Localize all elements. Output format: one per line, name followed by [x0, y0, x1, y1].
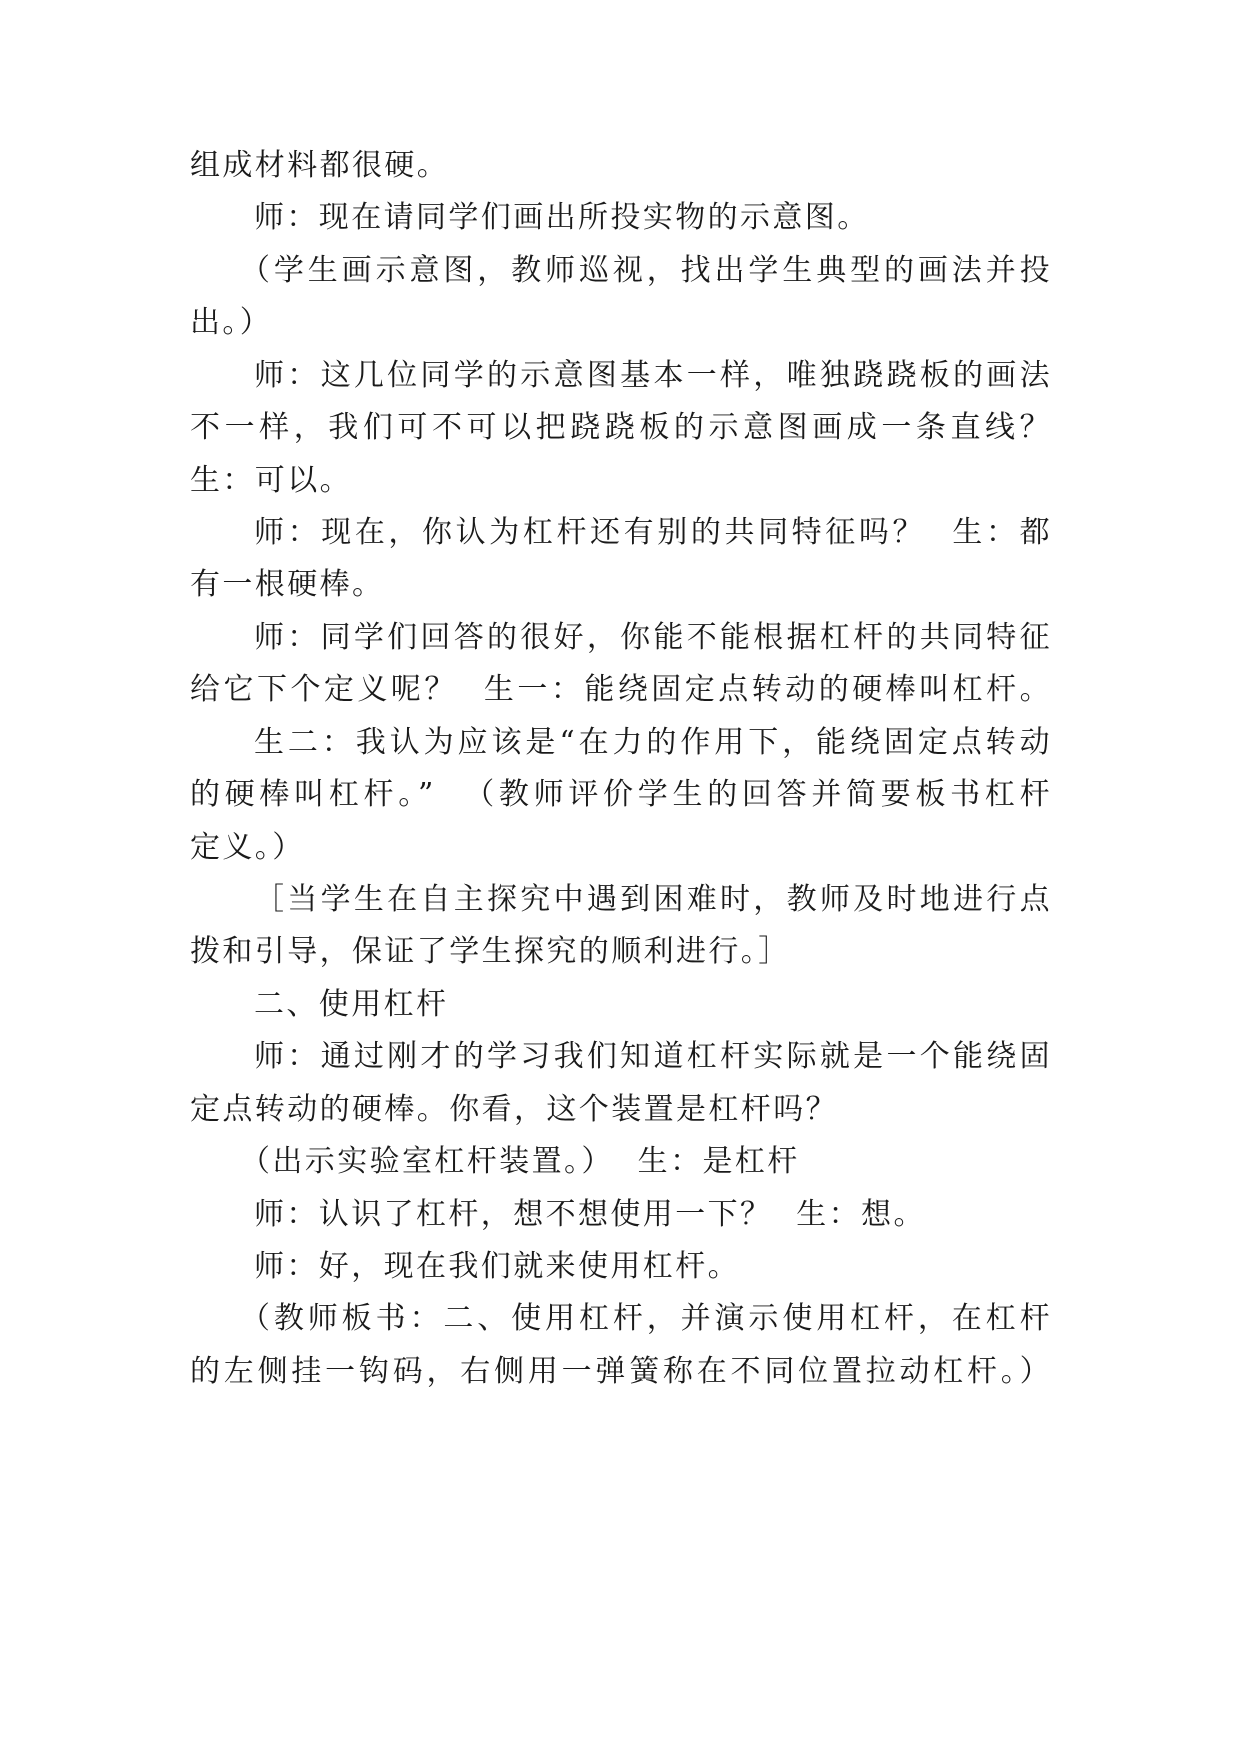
text-line: 的左侧挂一钩码，右侧用一弹簧称在不同位置拉动杠杆。） [190, 1354, 1052, 1389]
text-line: 有一根硬棒。 [190, 567, 385, 602]
text-line: 师：好，现在我们就来使用杠杆。 [254, 1249, 740, 1284]
text-line: 的硬棒叫杠杆。” （教师评价学生的回答并简要板书杠杆 [190, 777, 1052, 812]
text-line: 出。） [190, 305, 273, 340]
text-line: 定点转动的硬棒。你看，这个装置是杠杆吗？ [190, 1092, 838, 1127]
section-heading: 二、使用杠杆 [254, 987, 449, 1022]
text-line: 组成材料都很硬。 [190, 148, 450, 183]
text-line: （教师板书：二、使用杠杆，并演示使用杠杆，在杠杆 [240, 1301, 1052, 1336]
text-line: 给它下个定义呢？ 生一：能绕固定点转动的硬棒叫杠杆。 [190, 672, 1052, 707]
text-line: 师：现在，你认为杠杆还有别的共同特征吗？ 生：都 [254, 515, 1052, 550]
text-line: ［当学生在自主探究中遇到困难时，教师及时地进行点 [254, 882, 1052, 917]
text-line: （出示实验室杠杆装置。） 生：是杠杆 [240, 1144, 800, 1179]
text-line: （学生画示意图，教师巡视，找出学生典型的画法并投 [240, 253, 1052, 288]
text-line: 师：同学们回答的很好，你能不能根据杠杆的共同特征 [254, 620, 1052, 655]
text-line: 师：这几位同学的示意图基本一样，唯独跷跷板的画法 [254, 358, 1052, 393]
text-line: 拨和引导，保证了学生探究的顺利进行。］ [190, 934, 791, 969]
text-line: 定义。） [190, 830, 305, 865]
text-line: 师：现在请同学们画出所投实物的示意图。 [254, 200, 870, 235]
text-line: 生：可以。 [190, 463, 352, 498]
text-line: 不一样，我们可不可以把跷跷板的示意图画成一条直线？ [190, 410, 1052, 445]
text-line: 师：认识了杠杆，想不想使用一下？ 生：想。 [254, 1197, 926, 1232]
text-line: 生二：我认为应该是“在力的作用下，能绕固定点转动 [254, 725, 1052, 760]
text-line: 师：通过刚才的学习我们知道杠杆实际就是一个能绕固 [254, 1039, 1052, 1074]
